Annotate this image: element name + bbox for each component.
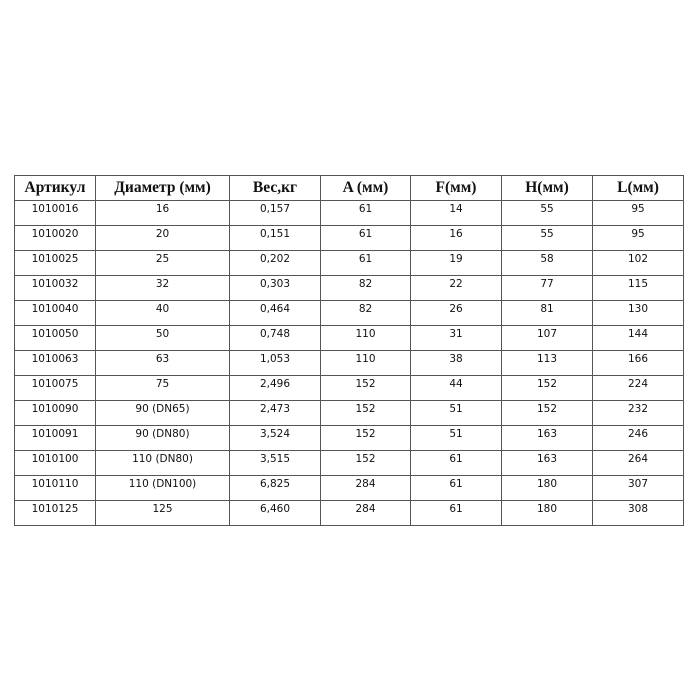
cell-a: 82	[321, 276, 411, 301]
cell-article: 1010063	[15, 351, 96, 376]
cell-a: 284	[321, 501, 411, 526]
table-row	[15, 426, 684, 451]
cell-article: 1010125	[15, 501, 96, 526]
cell-diameter: 110 (DN100)	[96, 476, 230, 501]
cell-l: 264	[593, 451, 684, 476]
cell-diameter: 25	[96, 251, 230, 276]
cell-diameter: 125	[96, 501, 230, 526]
cell-diameter: 16	[96, 201, 230, 226]
cell-f: 38	[411, 351, 502, 376]
header-l: L(мм)	[593, 176, 684, 201]
cell-h: 81	[502, 301, 593, 326]
cell-f: 61	[411, 501, 502, 526]
cell-article: 1010020	[15, 226, 96, 251]
cell-l: 95	[593, 201, 684, 226]
table-row	[15, 401, 684, 426]
cell-a: 61	[321, 226, 411, 251]
table-row	[15, 251, 684, 276]
cell-article: 1010040	[15, 301, 96, 326]
cell-h: 180	[502, 476, 593, 501]
cell-h: 163	[502, 451, 593, 476]
header-row	[15, 176, 684, 201]
cell-a: 61	[321, 251, 411, 276]
cell-h: 113	[502, 351, 593, 376]
cell-a: 284	[321, 476, 411, 501]
cell-weight: 0,748	[230, 326, 321, 351]
cell-f: 16	[411, 226, 502, 251]
cell-f: 22	[411, 276, 502, 301]
cell-h: 55	[502, 201, 593, 226]
cell-weight: 0,464	[230, 301, 321, 326]
cell-f: 51	[411, 401, 502, 426]
table-row	[15, 326, 684, 351]
table-row	[15, 376, 684, 401]
cell-weight: 1,053	[230, 351, 321, 376]
cell-l: 95	[593, 226, 684, 251]
cell-l: 166	[593, 351, 684, 376]
cell-diameter: 40	[96, 301, 230, 326]
cell-diameter: 50	[96, 326, 230, 351]
cell-weight: 0,202	[230, 251, 321, 276]
table-row	[15, 351, 684, 376]
cell-diameter: 75	[96, 376, 230, 401]
cell-f: 26	[411, 301, 502, 326]
cell-l: 130	[593, 301, 684, 326]
cell-l: 115	[593, 276, 684, 301]
cell-l: 308	[593, 501, 684, 526]
cell-l: 232	[593, 401, 684, 426]
cell-l: 102	[593, 251, 684, 276]
cell-a: 61	[321, 201, 411, 226]
cell-weight: 2,473	[230, 401, 321, 426]
cell-article: 1010025	[15, 251, 96, 276]
header-h: H(мм)	[502, 176, 593, 201]
cell-article: 1010016	[15, 201, 96, 226]
cell-article: 1010110	[15, 476, 96, 501]
cell-a: 110	[321, 326, 411, 351]
cell-article: 1010032	[15, 276, 96, 301]
cell-article: 1010100	[15, 451, 96, 476]
header-f: F(мм)	[411, 176, 502, 201]
cell-diameter: 32	[96, 276, 230, 301]
cell-h: 107	[502, 326, 593, 351]
table-row	[15, 276, 684, 301]
cell-diameter: 90 (DN80)	[96, 426, 230, 451]
table-row	[15, 501, 684, 526]
cell-l: 144	[593, 326, 684, 351]
cell-diameter: 90 (DN65)	[96, 401, 230, 426]
cell-article: 1010075	[15, 376, 96, 401]
cell-article: 1010050	[15, 326, 96, 351]
cell-l: 224	[593, 376, 684, 401]
cell-a: 82	[321, 301, 411, 326]
cell-h: 58	[502, 251, 593, 276]
cell-f: 14	[411, 201, 502, 226]
header-a: A (мм)	[321, 176, 411, 201]
table-row	[15, 226, 684, 251]
cell-article: 1010091	[15, 426, 96, 451]
cell-weight: 6,460	[230, 501, 321, 526]
cell-diameter: 63	[96, 351, 230, 376]
cell-weight: 0,157	[230, 201, 321, 226]
cell-diameter: 20	[96, 226, 230, 251]
cell-weight: 2,496	[230, 376, 321, 401]
cell-h: 163	[502, 426, 593, 451]
header-diameter: Диаметр (мм)	[96, 176, 230, 201]
cell-article: 1010090	[15, 401, 96, 426]
table-row	[15, 451, 684, 476]
cell-f: 19	[411, 251, 502, 276]
cell-a: 152	[321, 451, 411, 476]
cell-f: 61	[411, 451, 502, 476]
cell-l: 307	[593, 476, 684, 501]
cell-h: 152	[502, 401, 593, 426]
cell-a: 152	[321, 376, 411, 401]
cell-f: 31	[411, 326, 502, 351]
cell-a: 152	[321, 426, 411, 451]
header-weight: Вес,кг	[230, 176, 321, 201]
cell-weight: 3,515	[230, 451, 321, 476]
cell-h: 152	[502, 376, 593, 401]
cell-a: 152	[321, 401, 411, 426]
cell-f: 44	[411, 376, 502, 401]
table-row	[15, 476, 684, 501]
cell-f: 61	[411, 476, 502, 501]
header-article: Артикул	[15, 176, 96, 201]
cell-l: 246	[593, 426, 684, 451]
cell-diameter: 110 (DN80)	[96, 451, 230, 476]
cell-weight: 3,524	[230, 426, 321, 451]
specification-table	[14, 175, 684, 526]
cell-h: 55	[502, 226, 593, 251]
cell-h: 180	[502, 501, 593, 526]
cell-weight: 6,825	[230, 476, 321, 501]
cell-f: 51	[411, 426, 502, 451]
cell-weight: 0,151	[230, 226, 321, 251]
cell-weight: 0,303	[230, 276, 321, 301]
table-row	[15, 201, 684, 226]
cell-a: 110	[321, 351, 411, 376]
cell-h: 77	[502, 276, 593, 301]
table-row	[15, 301, 684, 326]
